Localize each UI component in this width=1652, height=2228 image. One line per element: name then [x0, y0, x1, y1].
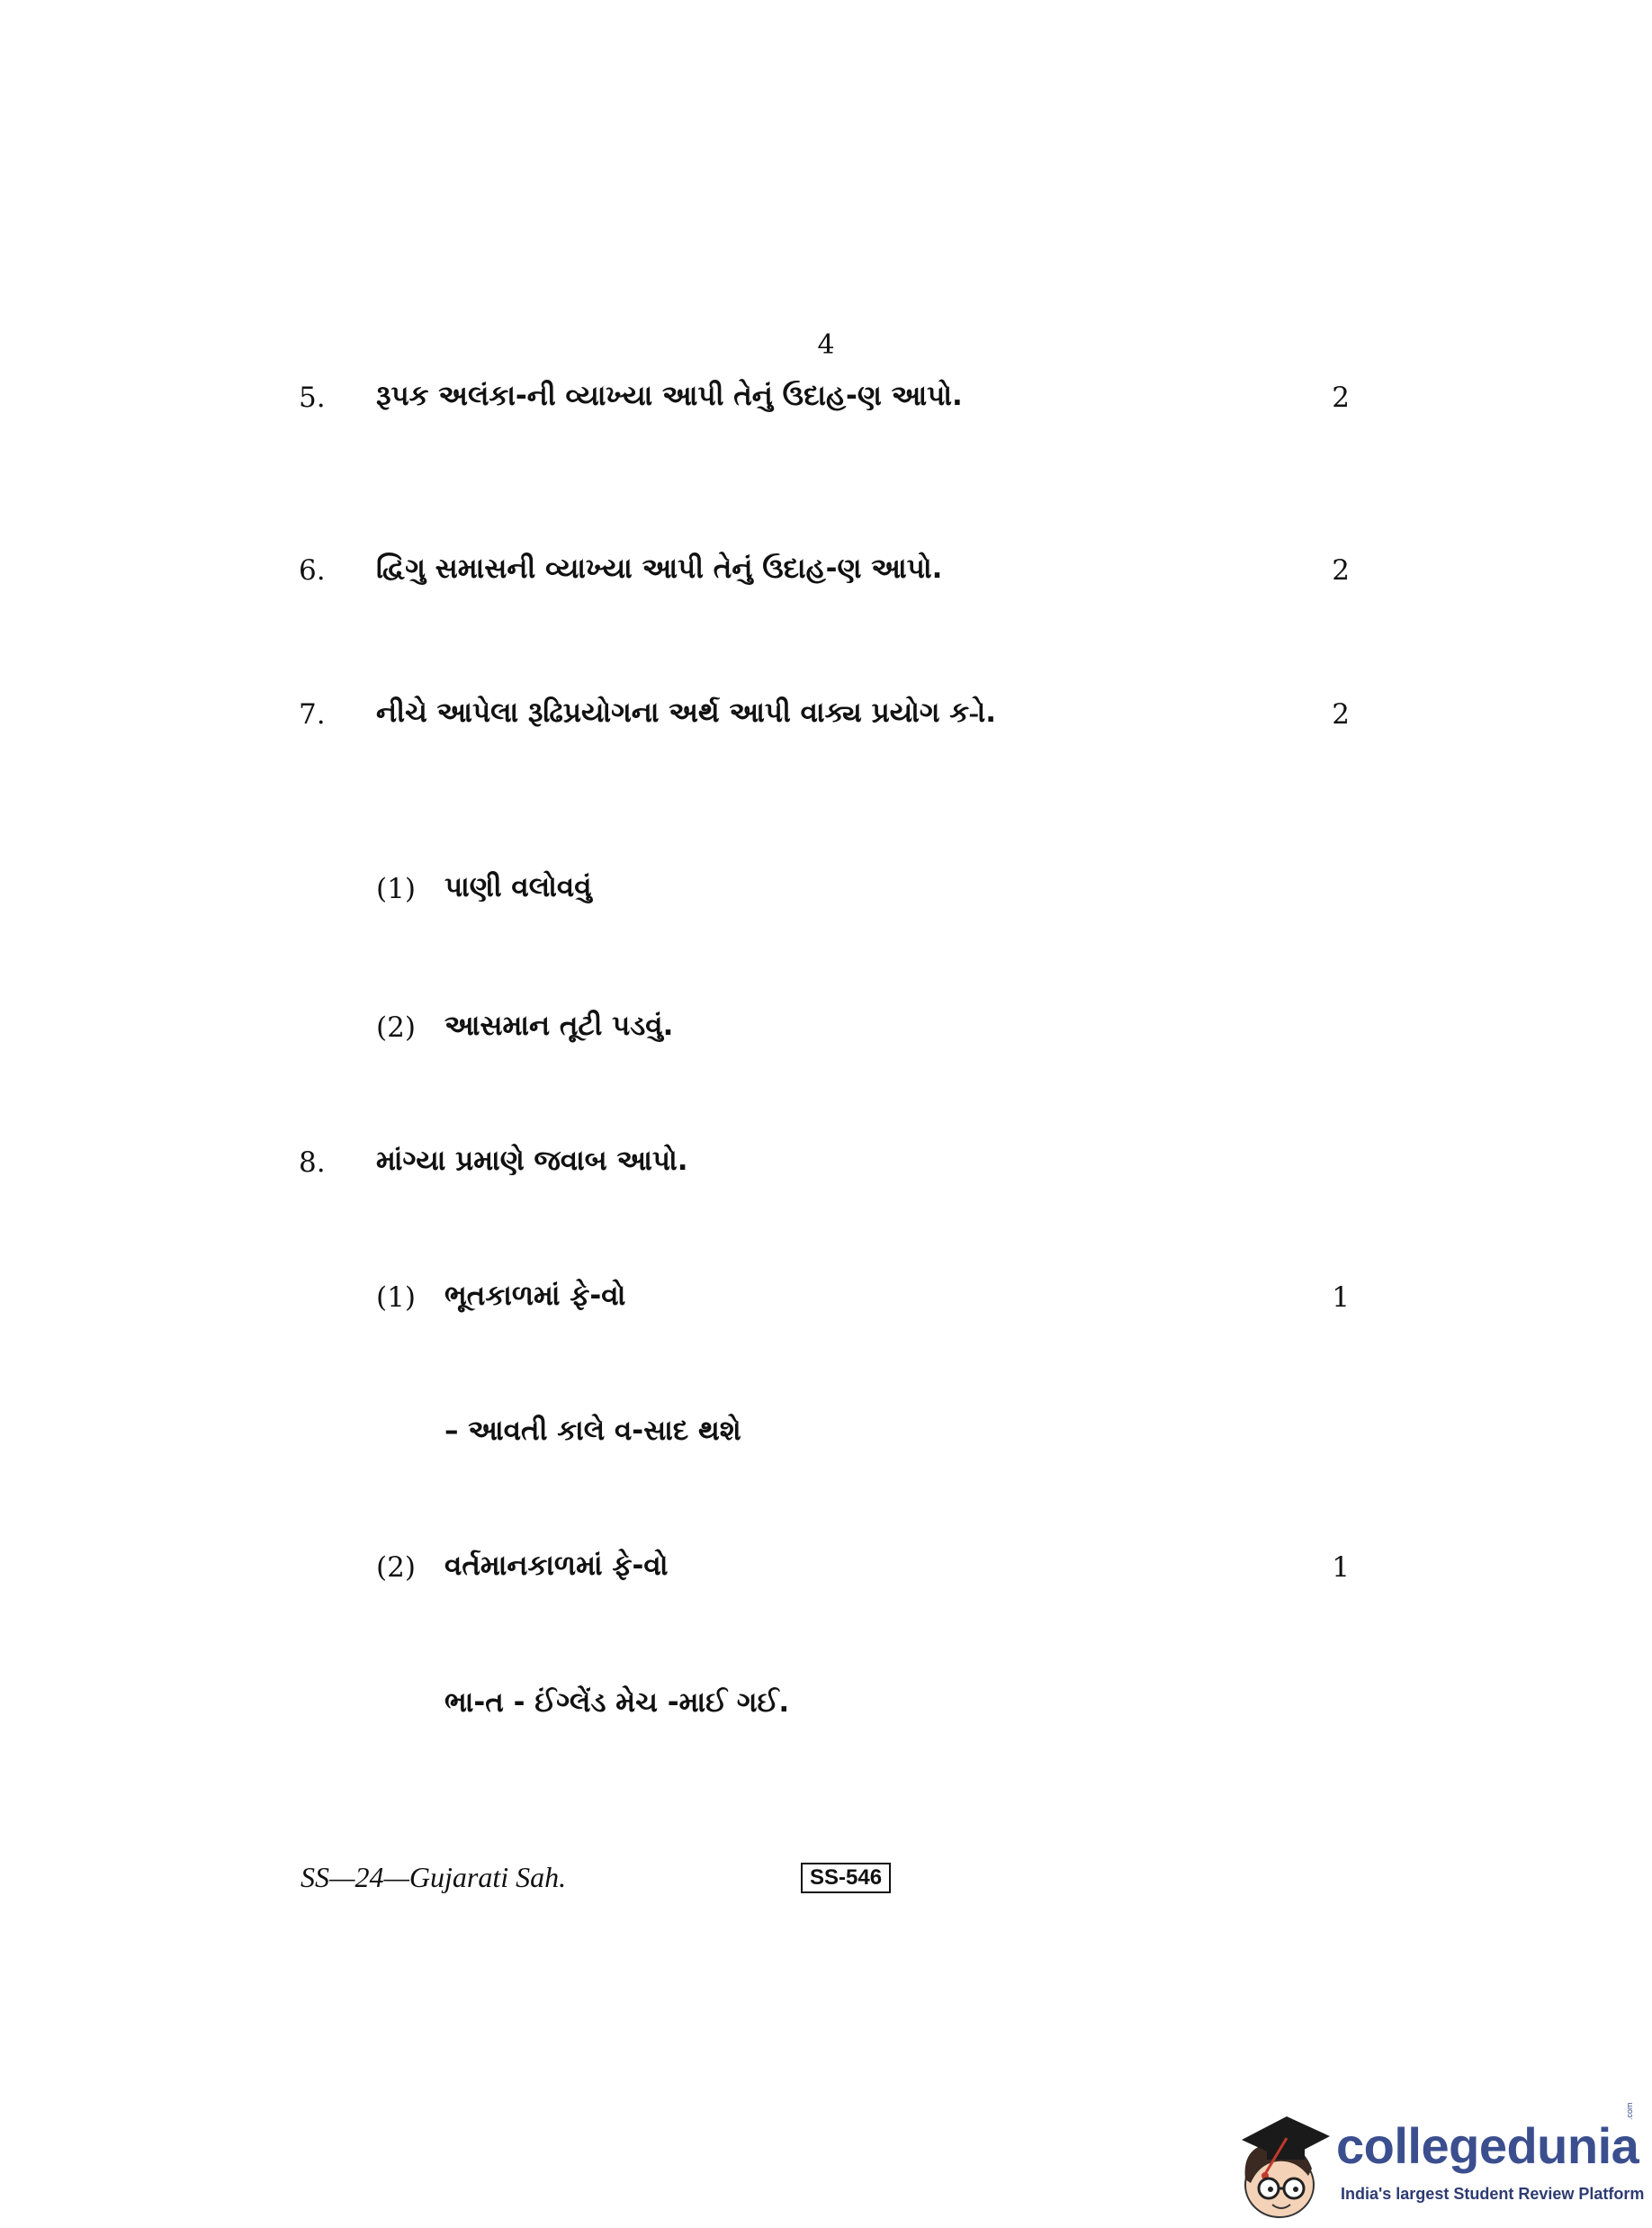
sub-question-detail: – આવતી કાલે વ-સાદ થશે: [444, 1415, 741, 1447]
sub-question-text: પાણી વલોવવું: [444, 871, 592, 903]
question-number: 7.: [299, 698, 326, 731]
question-number: 5.: [299, 382, 326, 414]
question-text: દ્વિગુ સમાસની વ્યાખ્યા આપી તેનું ઉદાહ-ણ આપો.: [376, 553, 943, 585]
logo-wordmark: collegedunia: [1336, 2117, 1639, 2174]
question-text: નીચે આપેલા રૂઢિપ્રયોગના અર્થ આપી વાક્ય પ્રયોગ ક-ો.: [376, 696, 997, 729]
sub-question-number: (2): [376, 1551, 416, 1584]
sub-question-number: (1): [376, 873, 416, 905]
question-number: 8.: [299, 1146, 326, 1179]
question-marks: 2: [1332, 698, 1350, 731]
question-marks: 2: [1332, 382, 1350, 414]
question-text: માંગ્યા પ્રમાણે જવાબ આપો.: [376, 1145, 688, 1177]
logo-tagline: India's largest Student Review Platform: [1341, 2185, 1645, 2203]
paper-code-box: SS-546: [801, 1863, 891, 1893]
sub-question-text: ભૂતકાળમાં ફે-વો: [444, 1280, 626, 1312]
question-number: 6.: [299, 554, 326, 587]
question-marks: 2: [1332, 554, 1350, 587]
logo-com-suffix: .com: [1625, 2102, 1634, 2120]
sub-question-number: (1): [376, 1281, 416, 1314]
sub-question-text: વર્તમાનકાળમાં ફે-વો: [444, 1550, 669, 1582]
question-marks: 1: [1332, 1281, 1350, 1314]
question-text: રૂપક અલંકા-ની વ્યાખ્યા આપી તેનું ઉદાહ-ણ આપો.: [376, 380, 963, 412]
sub-question-text: આસમાન તૂટી પડવું.: [444, 1010, 674, 1042]
question-marks: 1: [1332, 1551, 1350, 1584]
sub-question-number: (2): [376, 1011, 416, 1044]
paper-code: SS—24—Gujarati Sah.: [301, 1861, 567, 1893]
sub-question-detail: ભા-ત - ઈંગ્લેંડ મેચ -માઈ ગઈ.: [444, 1686, 790, 1719]
page-number: 4: [817, 329, 835, 361]
